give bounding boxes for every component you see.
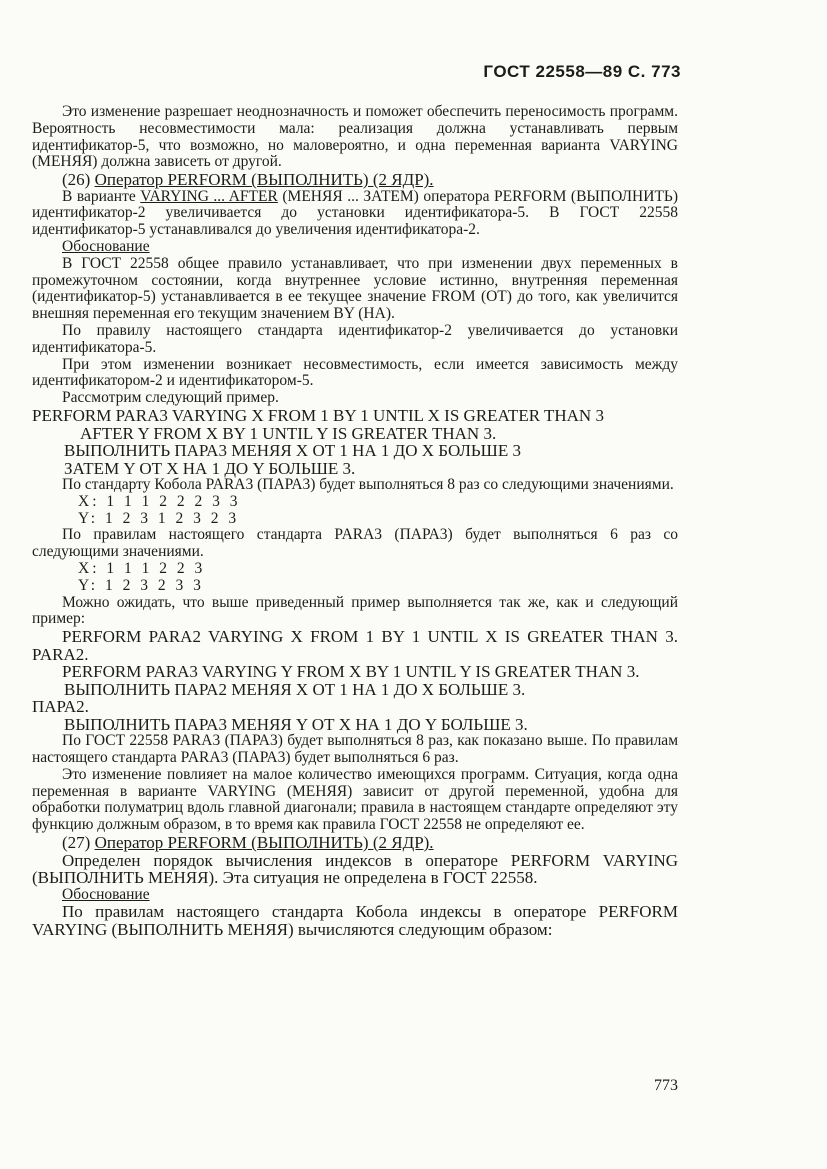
paragraph: По стандарту Кобола PARA3 (ПАРА3) будет выполняться 8 раз со следующими значениями. [62,476,674,494]
page-number: 773 [654,1077,678,1094]
code-line: ВЫПОЛНИТЬ ПАРА3 МЕНЯЯ X ОТ 1 НА 1 ДО X БОЛЬШЕ 3 [64,441,521,461]
section-title: Оператор PERFORM (ВЫПОЛНИТЬ) (2 ЯДР). [94,170,434,190]
code-line: ПАРА2. [32,697,89,717]
paragraph: Можно ожидать, что выше приведенный пример выполняется так же, как и следующий пример: [32,593,678,628]
paragraph: Рассмотрим следующий пример. [62,389,279,407]
code-line: PERFORM PARA2 VARYING X FROM 1 BY 1 UNTIL X IS GREATER THAN 3. PARA2. [32,627,678,664]
value-row-x: X: 1 1 1 2 2 3 [78,560,206,578]
paragraph: По ГОСТ 22558 PARA3 (ПАРА3) будет выполняться 8 раз, как показано выше. По правилам настоящего стандарта PARA3 (ПАРА3) будет выполняться 6 раз. [32,732,678,767]
text-span: В варианте [62,187,141,205]
page-body [32,104,678,938]
code-line: PERFORM PARA3 VARYING X FROM 1 BY 1 UNTIL X IS GREATER THAN 3 [32,406,604,426]
code-line: PERFORM PARA3 VARYING Y FROM X BY 1 UNTIL Y IS GREATER THAN 3. [62,662,640,682]
paragraph: Это изменение разрешает неоднозначность и поможет обеспечить переносимость программ. Вероятность несовместимости мала: реализация должна устанавливать первым идентификатор-5, что возможно, но маловероятно, и одна переменная варианта VARYING (МЕНЯЯ) должна зависеть от другой. [32,103,678,171]
paragraph [32,189,678,239]
paragraph: При этом изменении возникает несовместимость, если имеется зависимость между идентификатором-2 и идентификатором-5. [32,355,678,390]
rationale-label: Обоснование [62,238,150,256]
value-row-x: X: 1 1 1 2 2 2 3 3 [78,492,241,510]
section-number: (26) [62,170,95,190]
rationale-label: Обоснование [62,885,150,903]
section-title: Оператор PERFORM (ВЫПОЛНИТЬ) (2 ЯДР). [94,833,434,852]
paragraph: По правилу настоящего стандарта идентификатор-2 увеличивается до установки идентификатора-5. [32,322,678,356]
text-span: (МЕНЯЯ ... ЗАТЕМ) оператора PERFORM (ВЫПОЛНИТЬ) идентификатор-2 увеличивается до установки идентификатора-5. В ГОСТ 22558 идентификатор-5 устанавливался до увеличения идентификатора-2. [32,187,678,239]
rationale-heading [32,887,678,904]
paragraph: По правилам настоящего стандарта Кобола индексы в операторе PERFORM VARYING (ВЫПОЛНИТЬ МЕНЯЯ) вычисляются следующим образом: [32,902,678,939]
code-line: ЗАТЕМ Y ОТ X НА 1 ДО Y БОЛЬШЕ 3. [64,458,356,478]
page-header: ГОСТ 22558—89 С. 773 [483,62,681,81]
underlined-text: VARYING ... AFTER [140,187,278,205]
value-row-y: Y: 1 2 3 2 3 3 [78,576,204,594]
paragraph: По правилам настоящего стандарта PARA3 (ПАРА3) будет выполняться 6 раз со следующими значениями. [32,526,678,561]
paragraph: Определен порядок вычисления индексов в операторе PERFORM VARYING (ВЫПОЛНИТЬ МЕНЯЯ). Эта ситуация не определена в ГОСТ 22558. [32,850,678,887]
code-line: ВЫПОЛНИТЬ ПАРА3 МЕНЯЯ Y ОТ X НА 1 ДО Y БОЛЬШЕ 3. [64,714,528,734]
code-line: ВЫПОЛНИТЬ ПАРА2 МЕНЯЯ X ОТ 1 НА 1 ДО X БОЛЬШЕ 3. [64,679,526,699]
section-number: (27) [62,833,95,852]
section-heading-27 [32,834,678,852]
paragraph: В ГОСТ 22558 общее правило устанавливает, что при изменении двух переменных в промежуточном состоянии, когда внутреннее условие истинно, внутренняя переменная (идентификатор-5) устанавливается в ее текущее значение FROM (ОТ) до того, как увеличится внешняя переменная его текущим значением BY (НА). [32,254,678,323]
section-heading-26 [32,171,678,189]
rationale-heading [32,239,678,256]
paragraph: Это изменение повлияет на малое количество имеющихся программ. Ситуация, когда одна переменная в варианте VARYING (МЕНЯЯ) зависит от другой переменной, удобна для обработки полуматриц вдоль главной диагонали; правила в настоящем стандарте определяют эту функцию должным образом, в то время как правила ГОСТ 22558 не определяют ее. [32,765,678,834]
code-line: AFTER Y FROM X BY 1 UNTIL Y IS GREATER THAN 3. [80,423,497,443]
value-row-y: Y: 1 2 3 1 2 3 2 3 [78,509,240,527]
